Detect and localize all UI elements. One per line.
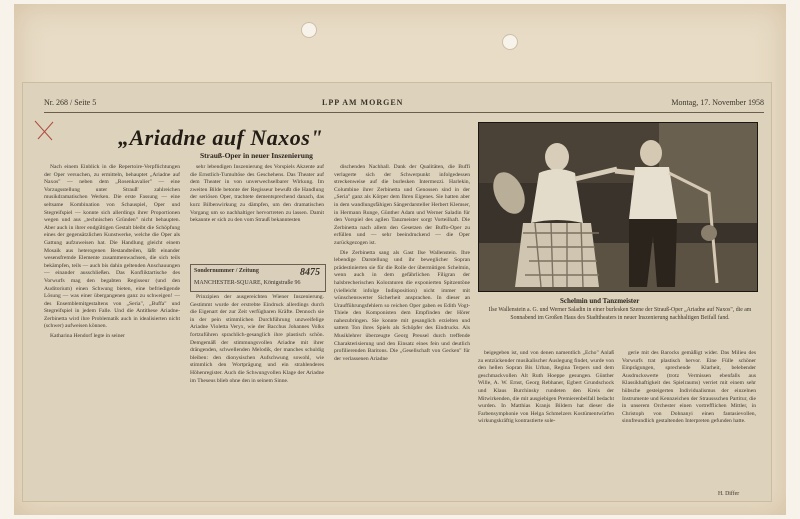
- header-rule: [44, 112, 764, 113]
- column-5-text: gerie mit des Barocks gemäßigt wider. Das Milieu des Vorwurfs trat plastisch hervor. Eine Fülle schöner Einprägungen, sprechende Klarheit, belebender Ausdruckswerte (trotz Vermissen ebenfalls aus Klassikhaftigkeit des Spielraums) verriet mit einem sehr hübsche gesteigerten Individualismus der einzelnen Instrumente und Kennzeichen der Straussschen Partitur, die in unserem Orchester einen vortrefflichen Mittler, in Christoph von Dohnanyi einen fantasievollen, sinnfreundlich gestaltenden Interpreten gefunden hatte.: [622, 350, 756, 425]
- column-2b-text: Prinzipien der ausgereichten Wiener Inszenierung. Gestimmt wurde der erstrebte Eindruck allerdings durch die Eigenart der zur Zeit verfügbaren Kräfte. Dennoch sie in der pein stimmlichen Durchführung unzweifelige Ariadne Violetta Veryx, wie der Bacchus Johannes Volks fortzuführen sprachlich-gesanglich ihre plastisch schön. Demgemäß der stimmungsvollen Ariadne mit ihrer drängenden, schwellenden Melodik, der manches schuldig bleiben: den dionysischen Aufschwung sowohl, wie stimmlich den Wortprägung und ein strahlenderes Höhenregister. Auch die Schwungvollen Klage der Ariadne im Theseus blieb ohne den in seinem Sinne.: [190, 294, 324, 384]
- punch-hole-right: [502, 34, 518, 50]
- column-3b-text: Die Zerbinetta sang als Gast Ilse Wallenstein. Ihre lebendige Darstellung und ihr beweglicher Sopran prädestinierten sie für die Rolle der übermütigen Schelmin, wenn auch in dem gefährlichen Filigran der halsbrecherischen Koloraturen die exponierten Spitzentöne (vielleicht infolge Indisposition) nicht immer mit wünschenswerter Sicherheit ansprachen. In dieser an Uraufführungsfehlern so reichen Oper gaben es Edith Vogt-Thiele den Komponisten dem Empfinden der Hörer nahezubringen. Sie konnte mit gesanglich erzielten und sattem Ton ihres Spiels als Schöpfer des Eindrucks. Als Musiklehrer überzeugte Georg Preusel durch treffende Charakterisierung und den Einsatz eines fein und deutlich profilierenden Baritons. Die „Gesellschaft von Gecken" für der verlassenen Ariadne: [334, 249, 470, 362]
- stamp-line-1: Sondernummer / Zeitung: [194, 268, 259, 274]
- photo-caption: Ilse Wallenstein a. G. und Werner Saladin in einer burlesken Szene der Strauß-Oper „Ariadne auf Naxos", die am Sonnabend im Großen Haus des Stadttheaters in neuer Inszenierung nachhaltigen Beifall fand.: [488, 307, 752, 321]
- issue-date: Montag, 17. November 1958: [671, 98, 764, 107]
- masthead: LPP AM MORGEN: [322, 98, 404, 107]
- article-subhead: Strauß-Oper in neuer Inszenierung: [200, 151, 313, 160]
- author-signature: H. Differ: [718, 491, 740, 497]
- column-1-text: Nach einem Einblick in die Repertoire-Verpflichtungen der Oper versuchen, zu ermitteln, behauptet „Ariadne auf Naxos" — neben dem „Rosenkavalier" — eine Vorzugsstellung unter Strauß' zahlreichen musikdramatischen Werken. Die erste Fassung — eine seltsame Kombination von Schauspiel, Oper und Stegreifspiel — konnte sich allerdings ihrer Proportionen wegen und aus „technischen Gründen" nicht behaupten. Aber auch in ihrer endgültigen Gestalt bleibt die Schöpfung eines der gegensätzlichen Kunstwerke, welche die Oper als Gattung aufzuweisen hat. Die Handlung gleicht einem Mosaik aus heterogenen Bestandteilen, läßt einander wesensfremde Elemente zusammenwachsen, die sich teils bekämpfen, teils — auch bis dahin geltenden Anschauungen — einander ausschließen. Das Konfliktartische des Vorwurfs mag den begabten Regisseur (und den Auditorium) einen Schwung bieten, eine befriedigende Lösung — was einer übergangenen ganz zu schweigen! — des Ensemblemitgestaltens von „Seria", „Buffa" und Stegreifspiel in jedem Falle. Und die Antithese Ariadne-Zerbinetta wird ihre Problematik auch in idealisierten nicht (schwer) aufweisen können.: [44, 164, 180, 330]
- article-column-1: [44, 164, 180, 482]
- newspaper-header: [44, 98, 764, 110]
- column-3-text: dischenden Nachhall. Dank der Qualitäten, die Buffi verlagerte sich der Schwerpunkt infolgedessen streckenweise auf die burlesken Intermezzi. Harlekin, Columbine ihrer Zerbinetta und Genossen sind in der „Seria" ganz als Körper dem Ihren Eigenes. Sie hatten aber in dem wandlungsfähigen Sängerdarsteller Herbert Klemser, in Hermann Runge, Günther Adam und Werner Saladin für den Vorspiel des agilen Tanzmeister sorgt Vorteilhaft. Die Zerbinetta nach allem den Gesetzen der Buffo-Oper zu erfüllen und — sehr beeindruckend — die Oper zurückgezogen ist.: [334, 164, 470, 246]
- photo-image: [479, 123, 757, 291]
- photo-caption-title: Schelmin und Tanzmeister: [560, 297, 640, 305]
- article-column-4: [478, 350, 614, 486]
- article-column-3: [334, 164, 470, 482]
- pen-mark-icon: [32, 118, 58, 144]
- article-column-5: [622, 350, 756, 482]
- stamp-number: 8475: [300, 267, 320, 278]
- article-headline: „Ariadne auf Naxos": [118, 125, 324, 150]
- column-2a-text: sehr lebendigen Inszenierung des Vorspiels Akzente auf die Ernstlich-Tumultöse des Geschehens. Das Theater auf dem Theater in von unverwechselbarer Wirkung. Im zweiten Bilde betonte der Regisseur bewußt die Handlung der seriösen Oper, trachtete dementsprechend danach, das kurz Bilbenwirkung zu dämpfen, um den dramatischen Vorgang um so nachhaltiger hervortreten zu lassen. Damit bekannte er sich zu den vom Strauß bekanntesten: [190, 164, 324, 224]
- article-column-2b: [190, 294, 324, 482]
- clipping-service-stamp: [190, 264, 326, 292]
- punch-hole-left: [301, 22, 317, 38]
- column-1-end: Katharina Hendorf legte in seiner: [50, 333, 125, 340]
- stamp-line-2: MANCHESTER-SQUARE, Königstraße 96: [194, 280, 301, 286]
- article-column-2a: [190, 164, 324, 261]
- opera-scene-photo: [478, 122, 758, 292]
- column-4-text: beigegeben ist, und von denen namentlich „Echo" Anlaß zu entzückender musikalischer Auslegung findet, wurde von den hellen Sopran Bis Urban, Regina Terpers und dem geschmackvollen Alt Ruth Hoeppe gesungen. Günther Wille, A. W. Ernst, Georg Rebhaner, Egbert Grundschock und Klaus Burchinsky rundeten den Kreis der Mitwirkenden, die mit ausgiebigen Premierenbeifall bedacht wurden. In Matthias Kranjs Bildern hat dieser die Farbensymphonie von Helga Schmelzers Kostümentwürfen wirkungskräftig kontrastierte sole-: [478, 350, 614, 425]
- issue-number: Nr. 268 / Seite 5: [44, 98, 97, 107]
